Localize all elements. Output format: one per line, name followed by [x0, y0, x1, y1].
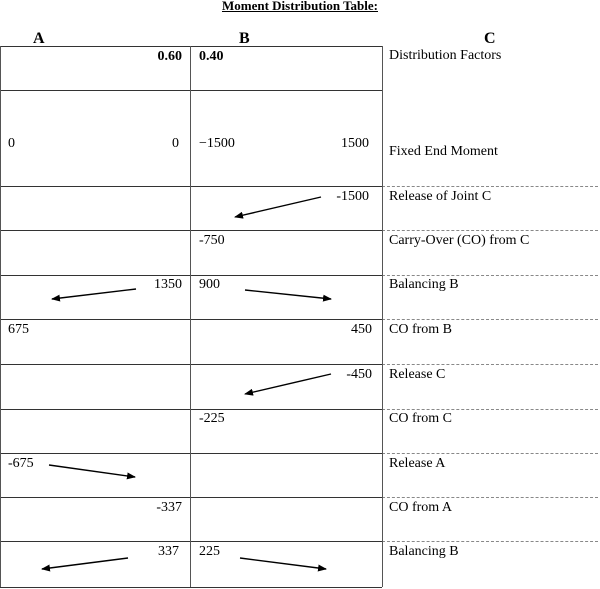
arrow-balance-b-to-c — [245, 290, 331, 299]
column-header-b: B — [239, 30, 250, 47]
cell-b-left: −1500 — [199, 136, 235, 151]
arrow-release-c — [235, 197, 321, 217]
column-header-a: A — [33, 30, 45, 47]
row-label: Release C — [389, 367, 446, 382]
row-label: Distribution Factors — [389, 48, 502, 63]
row-label: Balancing B — [389, 544, 459, 559]
column-header-c: C — [484, 30, 496, 47]
cell-b-right: 1500 — [341, 136, 369, 151]
cell-a-right: 0.60 — [157, 49, 182, 64]
cell-a-left: 0 — [8, 136, 15, 151]
cell-b-left: -225 — [199, 411, 225, 426]
table-title: Moment Distribution Table: — [221, 0, 378, 13]
row-label: CO from A — [389, 500, 452, 515]
cell-a-left: -675 — [8, 456, 34, 471]
cell-b-left: 0.40 — [199, 49, 224, 64]
cell-b-left: 225 — [199, 544, 220, 559]
row-label: CO from C — [389, 411, 452, 426]
cell-a-right: 337 — [158, 544, 179, 559]
row-label: Carry-Over (CO) from C — [389, 233, 530, 248]
cell-a-right: 0 — [172, 136, 179, 151]
cell-b-left: -750 — [199, 233, 225, 248]
row-label: CO from B — [389, 322, 452, 337]
arrow-balance-b-to-c-2 — [240, 558, 326, 569]
cell-b-right: -1500 — [336, 189, 369, 204]
cell-b-left: 900 — [199, 277, 220, 292]
arrow-release-c-2 — [245, 374, 331, 394]
cell-a-right: 1350 — [154, 277, 182, 292]
row-label: Fixed End Moment — [389, 144, 498, 159]
cell-a-left: 675 — [8, 322, 29, 337]
cell-b-right: 450 — [351, 322, 372, 337]
cell-b-right: -450 — [346, 367, 372, 382]
arrow-balance-b-to-a — [52, 289, 136, 299]
cell-a-right: -337 — [156, 500, 182, 515]
arrow-balance-b-to-a-2 — [42, 558, 128, 569]
row-label: Release of Joint C — [389, 189, 492, 204]
row-label: Balancing B — [389, 277, 459, 292]
arrow-release-a — [49, 465, 135, 477]
row-label: Release A — [389, 456, 446, 471]
